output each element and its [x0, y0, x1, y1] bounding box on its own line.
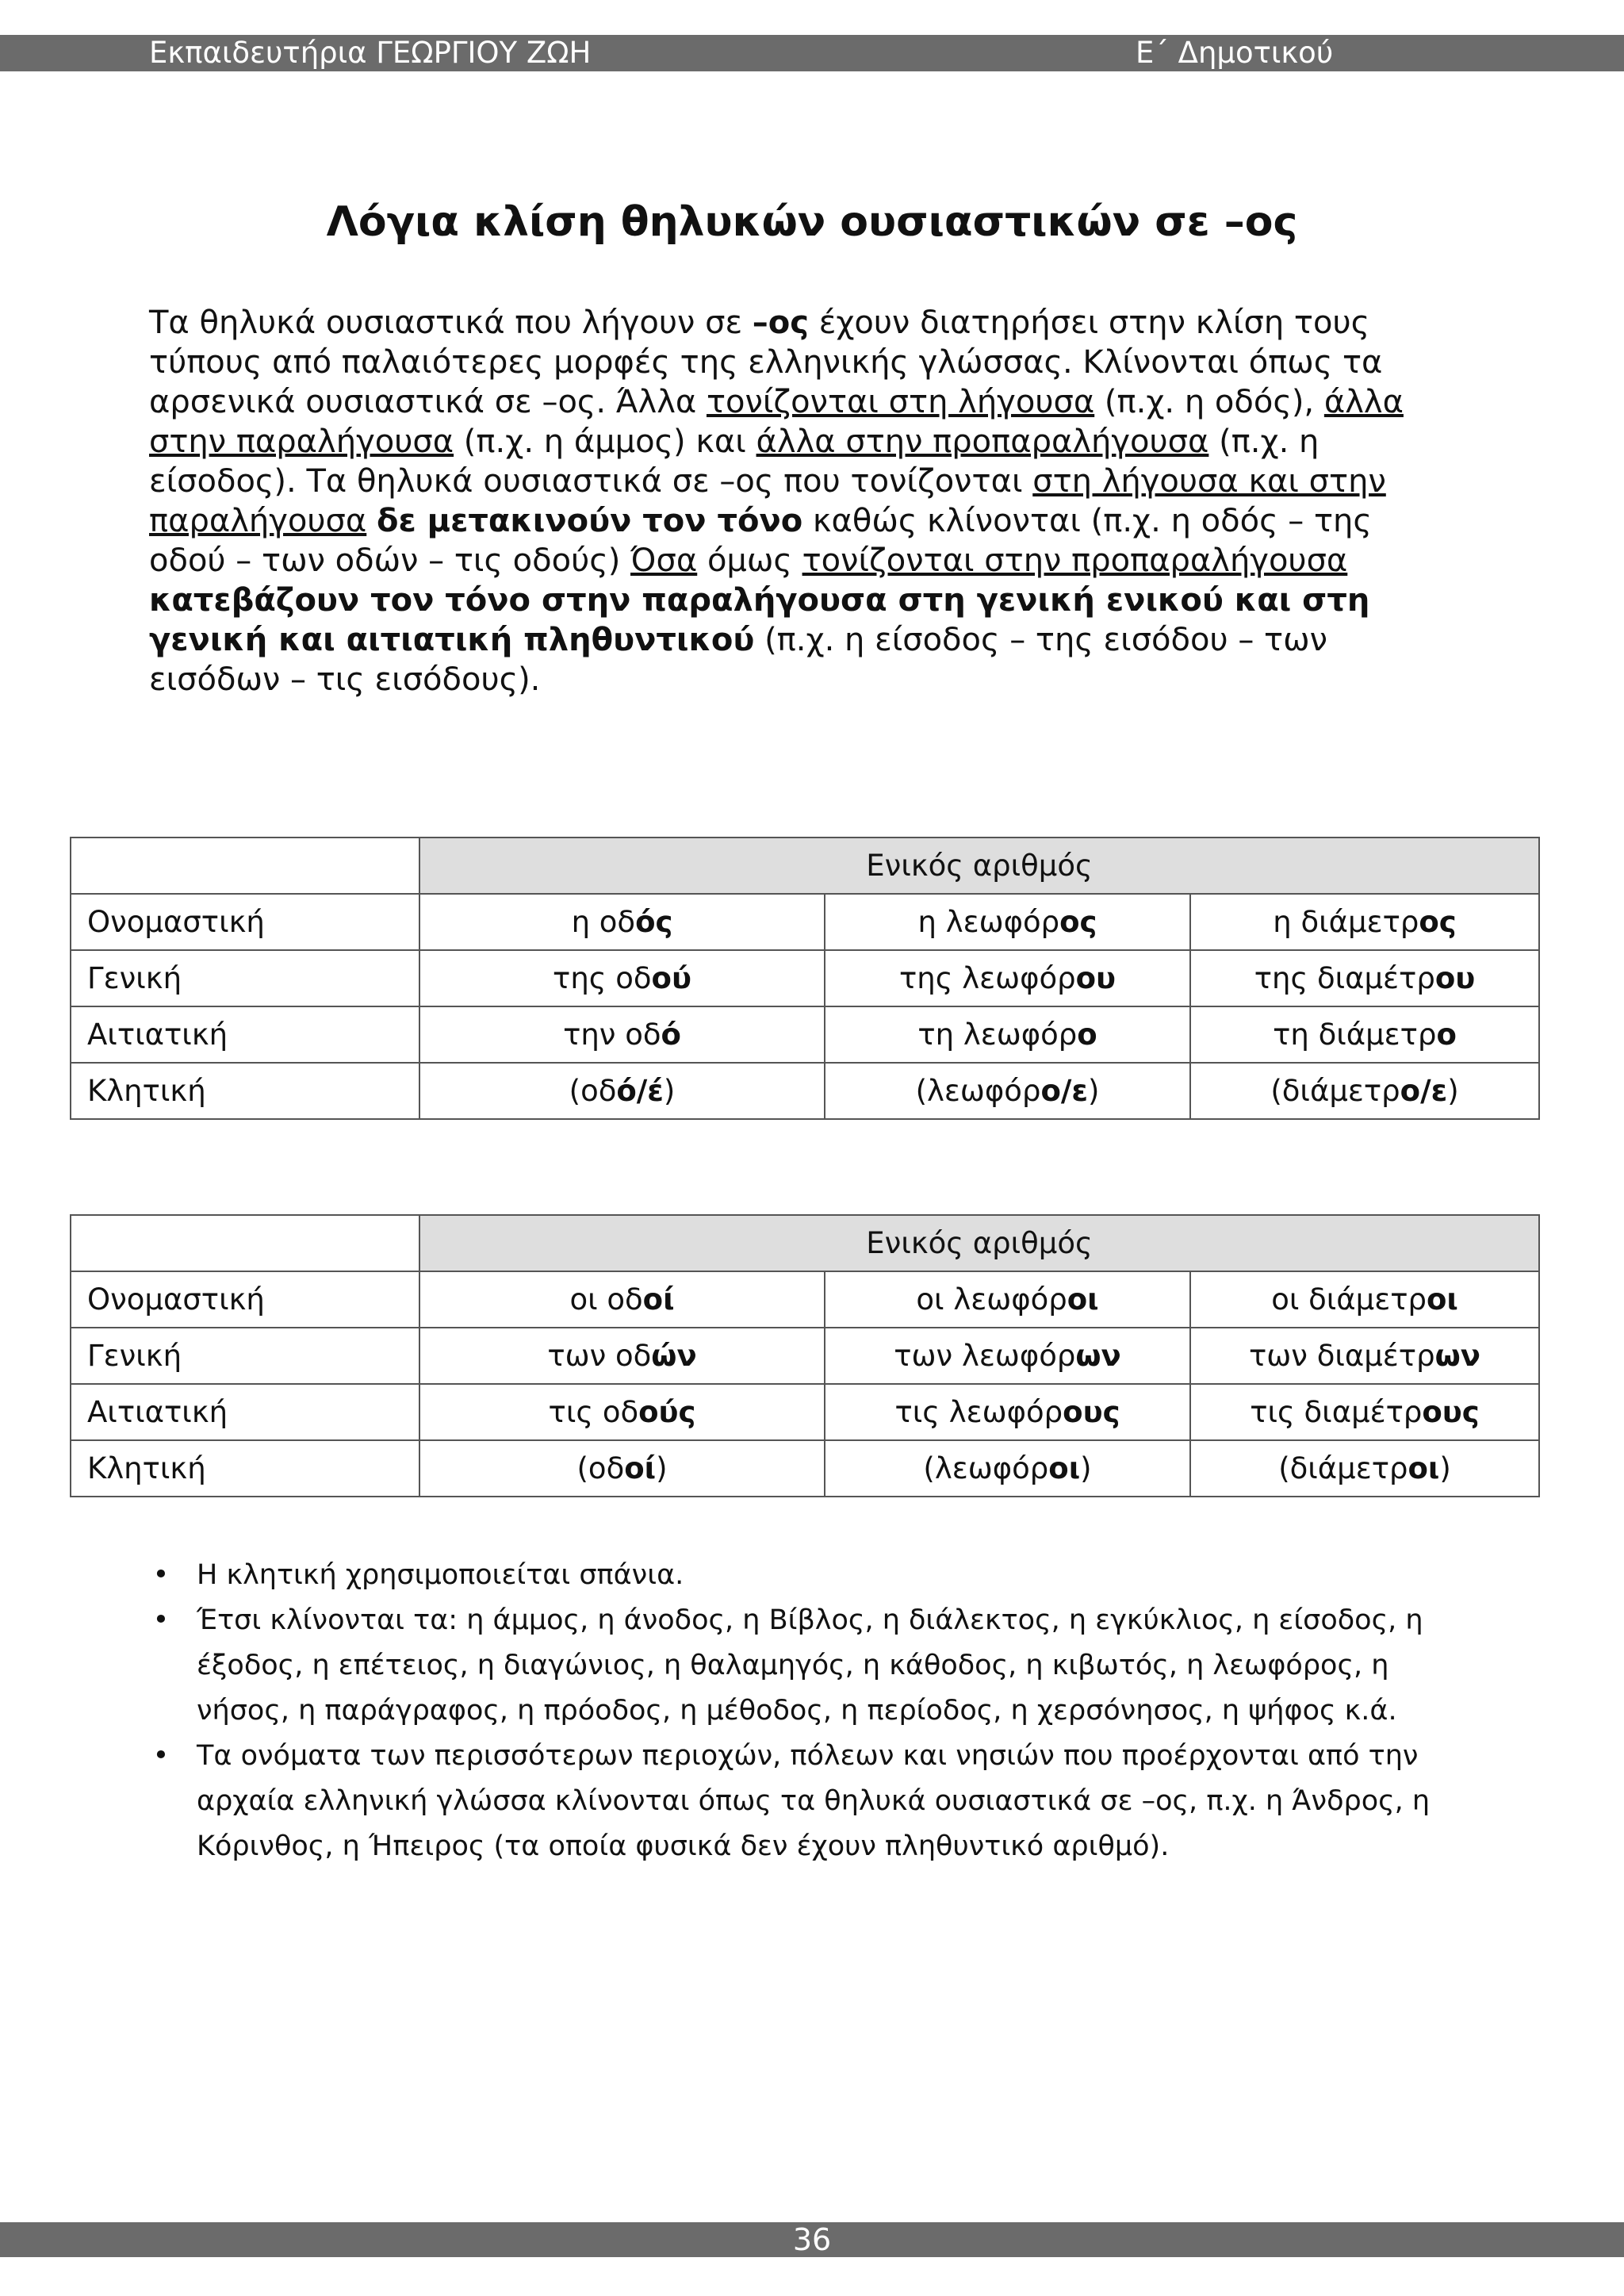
table-row	[71, 950, 1539, 1006]
ending: οι	[1067, 1282, 1099, 1317]
footer-bar	[0, 2222, 1624, 2257]
form-cell	[1190, 894, 1539, 950]
form-cell	[825, 1440, 1190, 1497]
table-row	[71, 894, 1539, 950]
form-cell	[1190, 950, 1539, 1006]
form-cell	[419, 1440, 825, 1497]
form-cell	[419, 1328, 825, 1384]
ending: ού	[651, 961, 691, 995]
closing-paren: )	[656, 1451, 668, 1485]
stem: (διάμετρ	[1278, 1451, 1408, 1485]
intro-text: (π.χ. η οδός),	[1094, 384, 1324, 420]
intro-underlined: τονίζονται στην προπαραλήγουσα	[802, 542, 1348, 579]
closing-paren: )	[1439, 1451, 1451, 1485]
bullet-icon: •	[152, 1740, 170, 1772]
table-row	[71, 1063, 1539, 1119]
intro-bold-suffix: –ος	[752, 305, 809, 341]
ending: ου	[1075, 961, 1116, 995]
table-row	[71, 1384, 1539, 1440]
form-cell	[825, 1006, 1190, 1063]
intro-text: (π.χ. η είσοδος – της εισόδου – των εισόδων – τις εισόδους).	[149, 622, 1327, 698]
form-cell	[1190, 1063, 1539, 1119]
stem: (διάμετρ	[1270, 1074, 1400, 1108]
case-label: Κλητική	[71, 1063, 419, 1119]
closing-paren: )	[1447, 1074, 1459, 1108]
empty-header-cell	[71, 1215, 419, 1271]
intro-text: (π.χ. η είσοδος). Τα θηλυκά ουσιαστικά σε –ος που τονίζονται	[149, 424, 1320, 500]
case-label: Γενική	[71, 950, 419, 1006]
stem: (οδ	[576, 1451, 625, 1485]
ending: ων	[1434, 1339, 1480, 1373]
form-cell	[825, 950, 1190, 1006]
stem: οι οδ	[569, 1282, 643, 1317]
form-cell	[419, 1271, 825, 1328]
ending: οι	[1408, 1451, 1440, 1485]
ending: ούς	[638, 1395, 696, 1429]
number-header: Ενικός αριθμός	[419, 838, 1539, 894]
note-text: Η κλητική χρησιμοποιείται σπάνια.	[197, 1559, 684, 1591]
stem: τις διαμέτρ	[1250, 1395, 1423, 1429]
table-row	[71, 1440, 1539, 1497]
closing-paren: )	[1087, 1074, 1100, 1108]
case-label: Ονομαστική	[71, 894, 419, 950]
form-cell	[419, 1384, 825, 1440]
ending: οι	[1426, 1282, 1458, 1317]
form-cell	[1190, 1271, 1539, 1328]
intro-bold: δε μετακινούν τον τόνο	[376, 503, 803, 539]
intro-underlined: άλλα στην παραλήγουσα	[149, 384, 1404, 460]
intro-underlined: τονίζονται στη λήγουσα	[706, 384, 1095, 420]
ending: ου	[1434, 961, 1476, 995]
number-header: Ενικός αριθμός	[419, 1215, 1539, 1271]
intro-text: (π.χ. η άμμος) και	[454, 424, 756, 460]
stem: των λεωφόρ	[894, 1339, 1076, 1373]
ending: ών	[651, 1339, 697, 1373]
case-label: Ονομαστική	[71, 1271, 419, 1328]
stem: την οδ	[563, 1018, 661, 1052]
singular-declension-table	[70, 837, 1540, 1120]
bullet-icon: •	[152, 1559, 170, 1591]
case-label: Αιτιατική	[71, 1384, 419, 1440]
table-row	[71, 1006, 1539, 1063]
form-cell	[419, 1006, 825, 1063]
grade-label: Ε΄ Δημοτικού	[1136, 36, 1334, 70]
ending: ό	[661, 1018, 681, 1052]
stem: της λεωφόρ	[898, 961, 1076, 995]
ending: οί	[642, 1282, 675, 1317]
bullet-icon: •	[152, 1604, 170, 1636]
ending: ος	[1059, 905, 1097, 939]
form-cell	[825, 1063, 1190, 1119]
stem: (λεωφόρ	[923, 1451, 1049, 1485]
closing-paren: )	[663, 1074, 676, 1108]
stem: (λεωφόρ	[915, 1074, 1041, 1108]
intro-underlined: άλλα στην προπαραλήγουσα	[756, 424, 1209, 460]
form-cell	[1190, 1384, 1539, 1440]
ending: ός	[635, 905, 673, 939]
list-item	[149, 1553, 1481, 1598]
closing-paren: )	[1080, 1451, 1092, 1485]
stem: τις οδ	[548, 1395, 639, 1429]
intro-underlined: Όσα	[630, 542, 698, 579]
list-item	[149, 1598, 1481, 1734]
form-cell	[825, 894, 1190, 950]
ending: ο	[1436, 1018, 1457, 1052]
stem: των διαμέτρ	[1249, 1339, 1435, 1373]
stem: η λεωφόρ	[917, 905, 1060, 939]
stem: η οδ	[571, 905, 636, 939]
form-cell	[825, 1328, 1190, 1384]
form-cell	[1190, 1328, 1539, 1384]
ending: οι	[1048, 1451, 1081, 1485]
stem: η διάμετρ	[1273, 905, 1419, 939]
form-cell	[825, 1384, 1190, 1440]
intro-underlined: στη λήγουσα και στην παραλήγουσα	[149, 463, 1386, 539]
ending: ος	[1419, 905, 1457, 939]
ending: ο	[1077, 1018, 1097, 1052]
case-label: Κλητική	[71, 1440, 419, 1497]
ending: ων	[1075, 1339, 1121, 1373]
table-header-row	[71, 838, 1539, 894]
case-label: Αιτιατική	[71, 1006, 419, 1063]
intro-paragraph	[149, 303, 1457, 700]
stem: οι διάμετρ	[1271, 1282, 1427, 1317]
intro-text	[366, 503, 377, 539]
stem: της οδ	[553, 961, 652, 995]
stem: των οδ	[547, 1339, 652, 1373]
note-text: Έτσι κλίνονται τα: η άμμος, η άνοδος, η Βίβλος, η διάλεκτος, η εγκύκλιος, η είσοδος, η έξοδος, η επέτειος, η διαγώνιος, η θαλαμηγός, η κάθοδος, η κιβωτός, η λεωφόρος, η νήσος, η παράγραφος, η πρόοδος, η μέθοδος, η περίοδος, η χερσόνησος, η ψήφος κ.ά.	[197, 1604, 1423, 1727]
stem: τη λεωφόρ	[917, 1018, 1078, 1052]
ending: ους	[1063, 1395, 1120, 1429]
ending: ο/ε	[1400, 1074, 1448, 1108]
ending: οί	[624, 1451, 657, 1485]
page-number: 36	[792, 2222, 832, 2257]
school-name: Εκπαιδευτήρια ΓΕΩΡΓΙΟΥ ΖΩΗ	[149, 36, 592, 70]
ending: ους	[1422, 1395, 1480, 1429]
form-cell	[1190, 1006, 1539, 1063]
form-cell	[419, 1063, 825, 1119]
note-text: Τα ονόματα των περισσότερων περιοχών, πόλεων και νησιών που προέρχονται από την αρχαία ελληνική γλώσσα κλίνονται όπως τα θηλυκά ουσιαστικά σε –ος, π.χ. η Άνδρος, η Κόρινθος, η Ήπειρος (τα οποία φυσικά δεν έχουν πληθυντικό αριθμό).	[197, 1740, 1431, 1862]
stem: οι λεωφόρ	[916, 1282, 1067, 1317]
case-label: Γενική	[71, 1328, 419, 1384]
form-cell	[419, 950, 825, 1006]
header-bar	[0, 35, 1624, 71]
form-cell	[825, 1271, 1190, 1328]
stem: τη διάμετρ	[1273, 1018, 1437, 1052]
ending: ό/έ	[616, 1074, 664, 1108]
form-cell	[419, 894, 825, 950]
stem: (οδ	[569, 1074, 617, 1108]
table-row	[71, 1328, 1539, 1384]
table-header-row	[71, 1215, 1539, 1271]
empty-header-cell	[71, 838, 419, 894]
intro-bold: κατεβάζουν τον τόνο στην παραλήγουσα στη γενική ενικού και στη γενική και αιτιατική πληθυντικού	[149, 582, 1370, 658]
intro-text: καθώς κλίνονται (π.χ. η οδός – της οδού – των οδών – τις οδούς)	[149, 503, 1372, 579]
intro-text: όμως	[697, 542, 802, 579]
page-title: Λόγια κλίση θηλυκών ουσιαστικών σε –ος	[326, 198, 1298, 246]
stem: τις λεωφόρ	[894, 1395, 1063, 1429]
table-row	[71, 1271, 1539, 1328]
form-cell	[1190, 1440, 1539, 1497]
stem: της διαμέτρ	[1254, 961, 1435, 995]
list-item	[149, 1734, 1481, 1869]
plural-declension-table	[70, 1214, 1540, 1497]
intro-text: έχουν διατηρήσει στην κλίση τους τύπους από παλαιότερες μορφές της ελληνικής γλώσσας. Κλίνονται όπως τα αρσενικά ουσιαστικά σε –ος. Άλλα	[149, 305, 1383, 420]
ending: ο/ε	[1040, 1074, 1088, 1108]
notes-list	[149, 1553, 1481, 1869]
intro-text: Τα θηλυκά ουσιαστικά που λήγουν σε	[149, 305, 753, 341]
